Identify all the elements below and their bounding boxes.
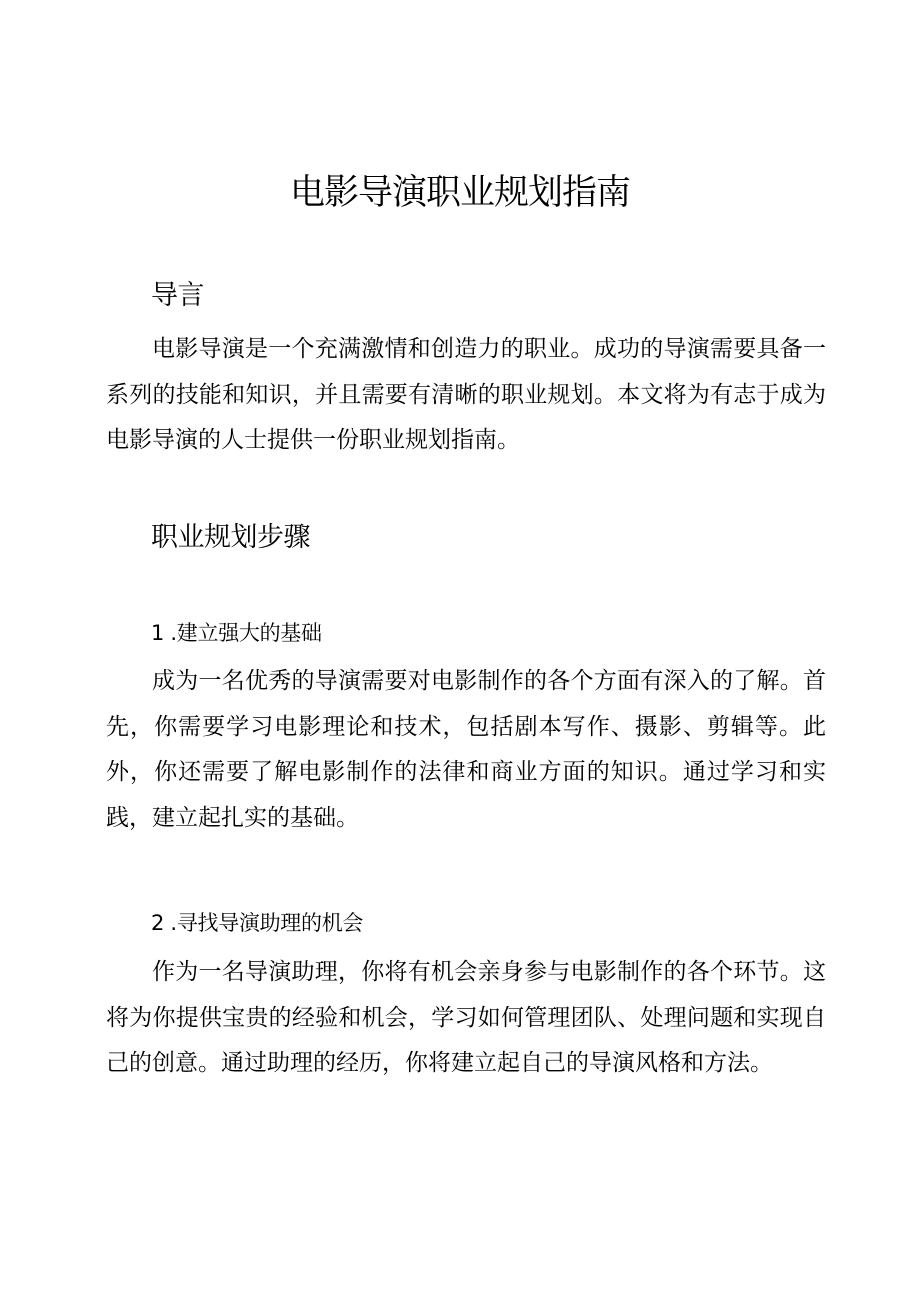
- step-1-paragraph: 成为一名优秀的导演需要对电影制作的各个方面有深入的了解。首先，你需要学习电影理论和技术，包括剧本写作、摄影、剪辑等。此外，你还需要了解电影制作的法律和商业方面的知识。通过学习和实践，建立起扎实的基础。: [106, 668, 826, 831]
- step-1-heading: 1 .建立强大的基础: [151, 621, 322, 645]
- intro-heading: 导言: [151, 280, 204, 311]
- step-2-heading: 2 .寻找导演助理的机会: [151, 911, 364, 935]
- steps-section-heading: 职业规划步骤: [151, 522, 310, 553]
- step-2-paragraph: 作为一名导演助理，你将有机会亲身参与电影制作的各个环节。这将为你提供宝贵的经验和机会，学习如何管理团队、处理问题和实现自己的创意。通过助理的经历，你将建立起自己的导演风格和方法。: [106, 959, 826, 1076]
- document-title: 电影导演职业规划指南: [289, 173, 630, 213]
- intro-paragraph: 电影导演是一个充满激情和创造力的职业。成功的导演需要具备一系列的技能和知识，并且需要有清晰的职业规划。本文将为有志于成为电影导演的人士提供一份职业规划指南。: [106, 336, 826, 453]
